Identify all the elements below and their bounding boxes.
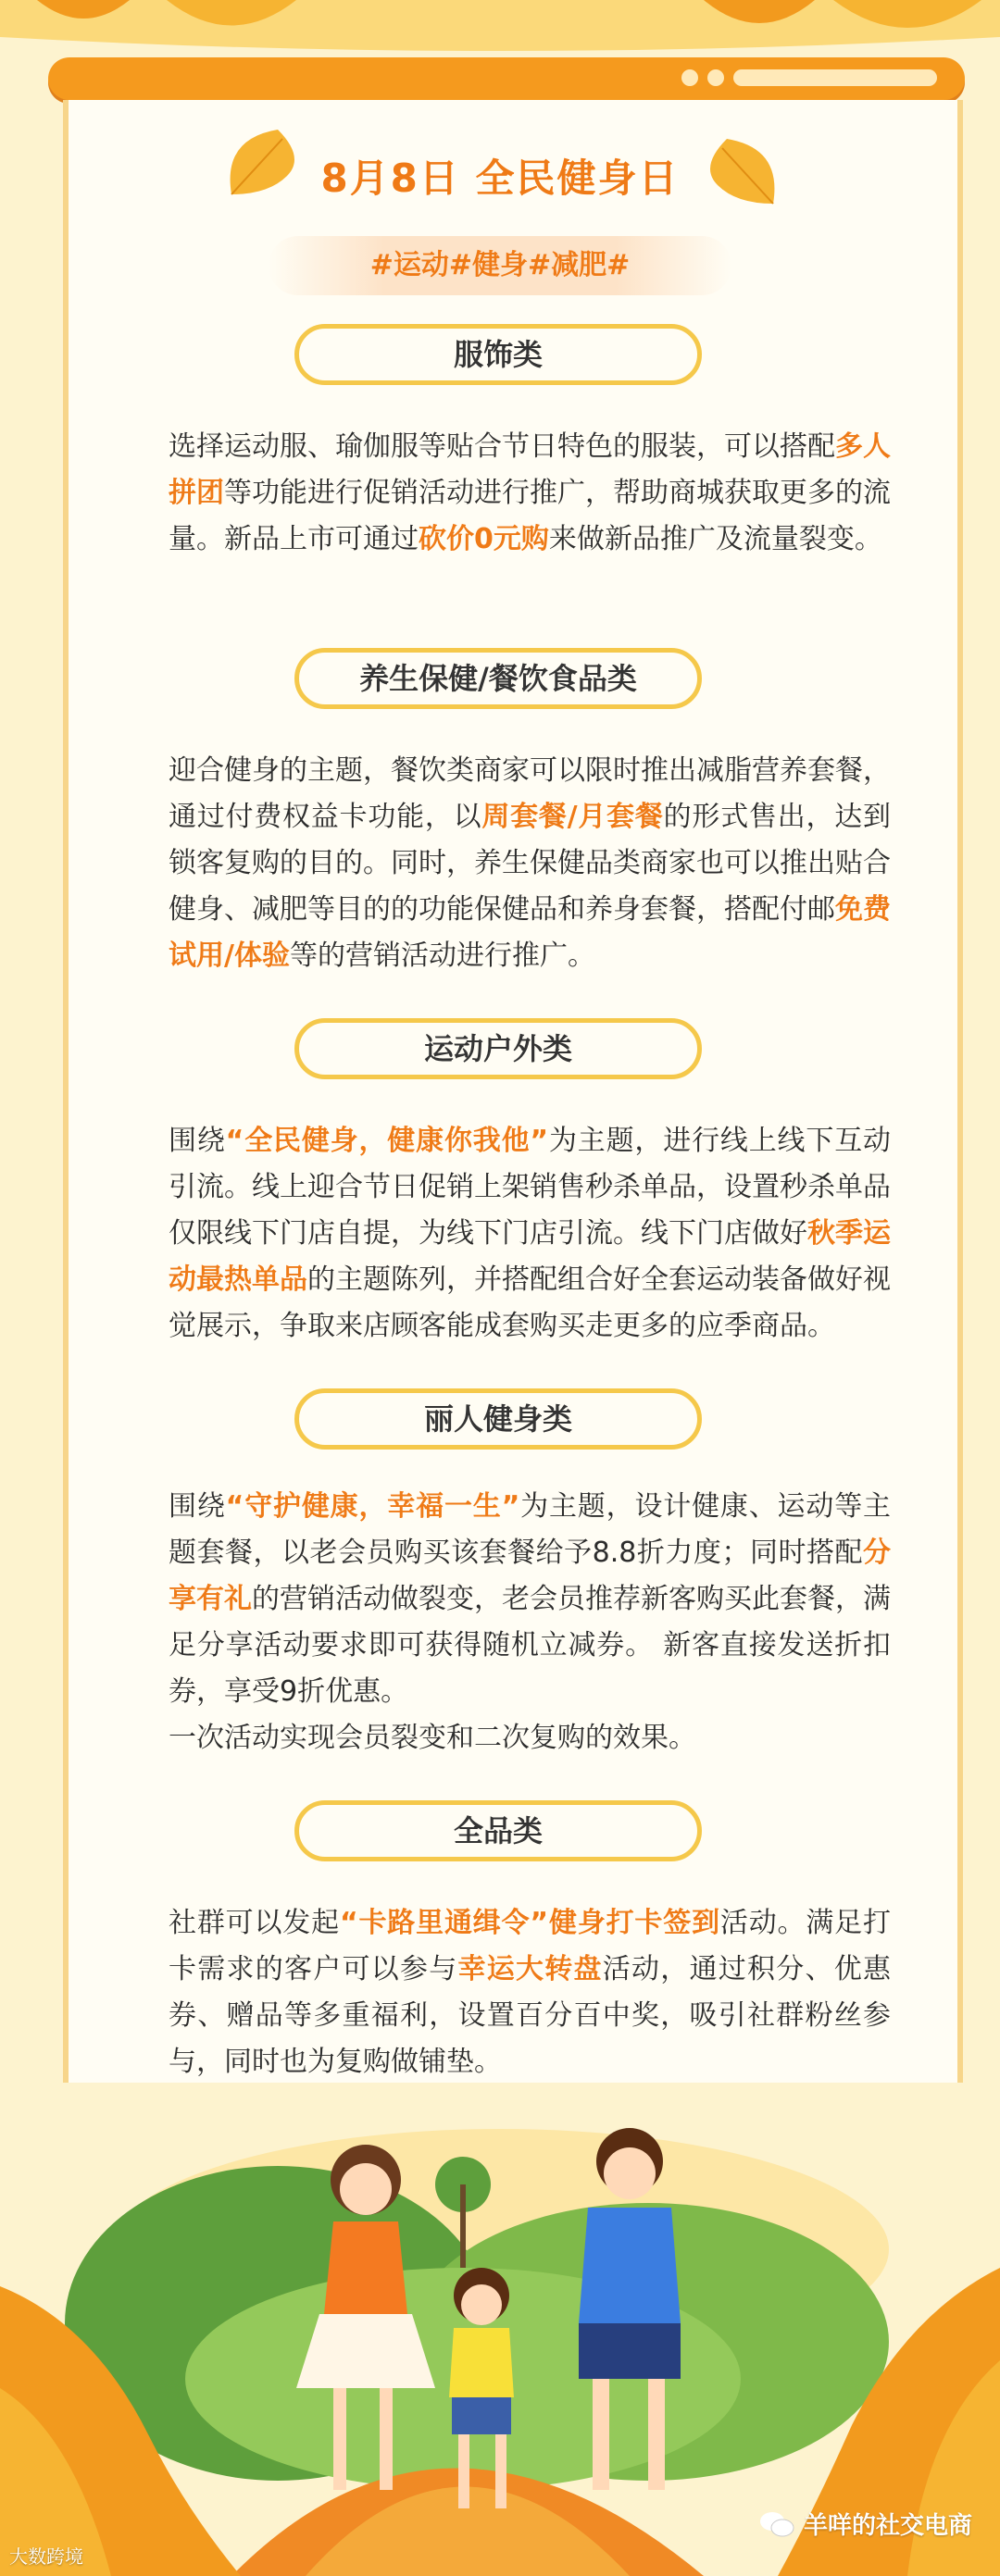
highlight-text: “卡路里通缉令”健身打卡签到 [339, 1907, 720, 1939]
section-body [113, 424, 891, 563]
highlight-text: 多人拼团 [169, 430, 891, 509]
section-heading: 养生保健/餐饮食品类 [294, 648, 702, 709]
dot-icon [681, 69, 698, 86]
body-text: 为主题，进行线上线下互动引流。线上迎合节日促销上架销售秒杀单品，设置秒杀单品仅限线下门店自提，为线下门店引流。线下门店做好 [169, 1125, 892, 1250]
body-text: 活动，通过积分、优惠券、赠品等多重福利，设置百分百中奖，吸引社群粉丝参与，同时也为复购做铺垫。 [169, 1953, 891, 2078]
paragraph [113, 1900, 891, 2085]
highlight-text: “守护健康，幸福一生” [225, 1490, 520, 1523]
section-body [113, 748, 891, 979]
pill-decoration [733, 69, 937, 86]
page-title: 8月8日 全民健身日 [320, 156, 680, 201]
body-text: 为主题，设计健康、运动等主题套餐，以老会员购买该套餐给予8.8折力度；同时搭配 [169, 1490, 892, 1569]
highlight-text: 幸运大转盘 [457, 1953, 603, 1985]
section-heading: 全品类 [294, 1800, 702, 1861]
account-watermark [759, 2507, 972, 2541]
highlight-text: 砍价0元购 [419, 523, 549, 555]
source-watermark: 大数跨境 [9, 2545, 83, 2568]
section-heading: 运动户外类 [294, 1018, 702, 1079]
body-text: 迎合健身的主题，餐饮类商家可以限时推出减脂营养套餐，通过付费权益卡功能，以 [169, 754, 891, 833]
family-running-illustration [0, 2083, 1000, 2576]
highlight-text: 秋季运动最热单品 [169, 1217, 891, 1296]
body-text: 的营销活动做裂变，老会员推荐新客购买此套餐，满足分享活动要求即可获得随机立减券。 新客直接发送折扣券，享受9折优惠。 [169, 1583, 891, 1708]
body-text: 的主题陈列，并搭配组合好全套运动装备做好视觉展示，争取来店顾客能成套购买走更多的应季商品。 [169, 1263, 891, 1342]
body-text: 围绕 [169, 1490, 226, 1523]
ginkgo-leaves-top-decoration [0, 0, 1000, 65]
body-text: 等功能进行促销活动进行推广，帮助商城获取更多的流量。新品上市可通过 [169, 477, 891, 555]
section-heading: 丽人健身类 [294, 1388, 702, 1450]
hashtag-tagline: #运动#健身#减肥# [269, 236, 731, 295]
highlight-text: 免费试用/体验 [169, 893, 891, 972]
highlight-text: 分享有礼 [169, 1537, 891, 1615]
body-text: 选择运动服、瑜伽服等贴合节日特色的服装，可以搭配 [169, 430, 835, 463]
body-text: 的形式售出，达到锁客复购的目的。同时，养生保健品类商家也可以推出贴合健身、减肥等目的的功能保健品和养身套餐，搭配付邮 [169, 801, 892, 926]
body-text: 一次活动实现会员裂变和二次复购的效果。 [169, 1722, 696, 1754]
wechat-icon [759, 2510, 794, 2538]
body-text: 等的营销活动进行推广。 [289, 940, 595, 972]
body-text: 活动。满足打卡需求的客户可以参与 [169, 1907, 892, 1985]
section-body [113, 1118, 891, 1350]
body-text: 围绕 [169, 1125, 226, 1157]
body-text: 来做新品推广及流量裂变。 [548, 523, 882, 555]
dot-icon [707, 69, 724, 86]
account-name: 羊咩的社交电商 [803, 2512, 972, 2540]
highlight-text: 周套餐/月套餐 [481, 801, 664, 833]
body-text: 社群可以发起 [169, 1907, 340, 1939]
section-heading: 服饰类 [294, 324, 702, 385]
paragraph [113, 1715, 891, 1761]
paragraph [113, 748, 891, 979]
highlight-text: “全民健身，健康你我他” [225, 1125, 549, 1157]
paragraph [113, 424, 891, 563]
paragraph [113, 1118, 891, 1350]
header-bar [48, 57, 965, 100]
paragraph [113, 1484, 891, 1715]
section-body [113, 1484, 891, 1761]
section-body [113, 1900, 891, 2085]
